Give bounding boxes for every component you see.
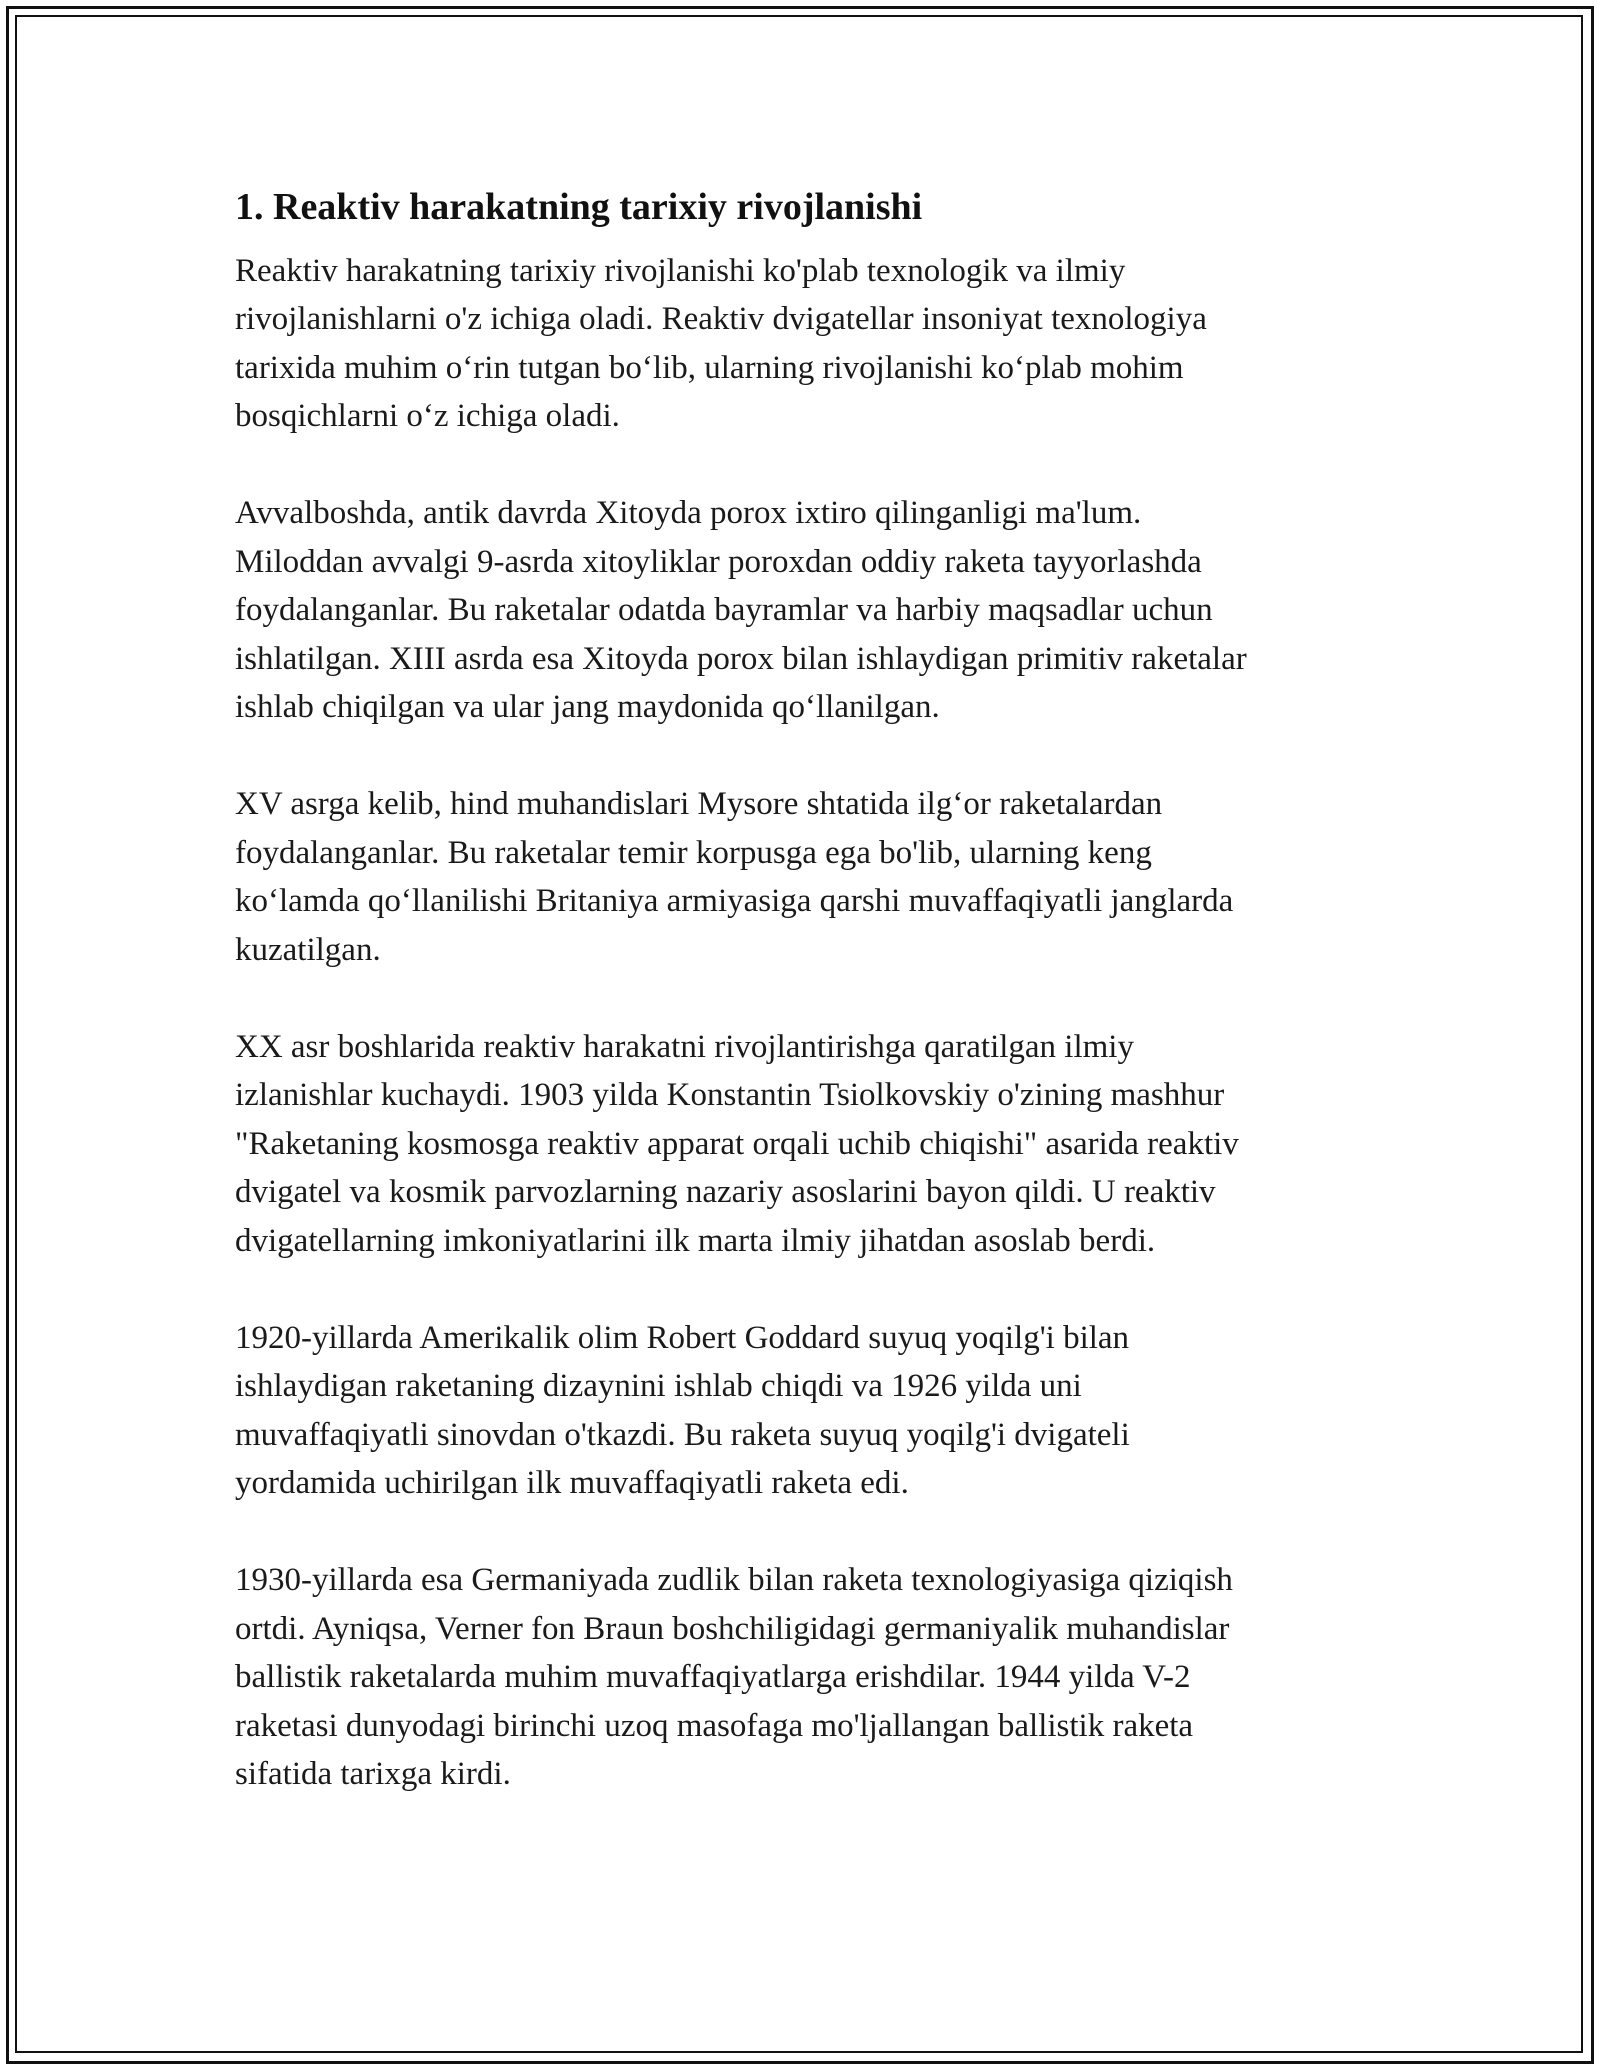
document-body (235, 185, 1375, 1799)
paragraph-china: Avvalboshda, antik davrda Xitoyda porox ixtiro qilinganligi ma'lum. Miloddan avvalgi 9-asrda xitoyliklar poroxdan oddiy raketa tayyorlashda foydalanganlar. Bu raketalar odatda bayramlar va harbiy maqsadlar uchun ishlatilgan. XIII asrda esa Xitoyda porox bilan ishlaydigan primitiv raketalar ishlab chiqilgan va ular jang maydonida qo‘llanilgan. (235, 495, 1247, 726)
paragraph-germany: 1930-yillarda esa Germaniyada zudlik bilan raketa texnologiyasiga qiziqish ortdi. Ayniqsa, Verner fon Braun boshchiligidagi germaniyalik muhandislar ballistik raketalarda muhim muvaffaqiyatlarga erishdilar. 1944 yilda V-2 raketasi dunyodagi birinchi uzoq masofaga mo'ljallangan ballistik raketa sifatida tarixga kirdi. (235, 1562, 1233, 1793)
paragraph-tsiolkovsky: XX asr boshlarida reaktiv harakatni rivojlantirishga qaratilgan ilmiy izlanishlar kuchaydi. 1903 yilda Konstantin Tsiolkovskiy o'zining mashhur "Raketaning kosmosga reaktiv apparat orqali uchib chiqishi" asarida reaktiv dvigatel va kosmik parvozlarning nazariy asoslarini bayon qildi. U reaktiv dvigatellarning imkoniyatlarini ilk marta ilmiy jihatdan asoslab berdi. (235, 1028, 1239, 1259)
paragraph-goddard: 1920-yillarda Amerikalik olim Robert Goddard suyuq yoqilg'i bilan ishlaydigan raketaning dizaynini ishlab chiqdi va 1926 yilda uni muvaffaqiyatli sinovdan o'tkazdi. Bu raketa suyuq yoqilg'i dvigateli yordamida uchirilgan ilk muvaffaqiyatli raketa edi. (235, 1319, 1130, 1502)
paragraph-intro: Reaktiv harakatning tarixiy rivojlanishi ko'plab texnologik va ilmiy rivojlanishlarni o'z ichiga oladi. Reaktiv dvigatellar insoniyat texnologiya tarixida muhim o‘rin tutgan bo‘lib, ularning rivojlanishi ko‘plab mohim bosqichlarni o‘z ichiga oladi. (235, 252, 1207, 435)
paragraph-mysore: XV asrga kelib, hind muhandislari Mysore shtatida ilg‘or raketalardan foydalanganlar. Bu raketalar temir korpusga ega bo'lib, ularning keng ko‘lamda qo‘llanilishi Britaniya armiyasiga qarshi muvaffaqiyatli janglarda kuzatilgan. (235, 786, 1234, 968)
section-title: 1. Reaktiv harakatning tarixiy rivojlanishi (235, 186, 923, 228)
